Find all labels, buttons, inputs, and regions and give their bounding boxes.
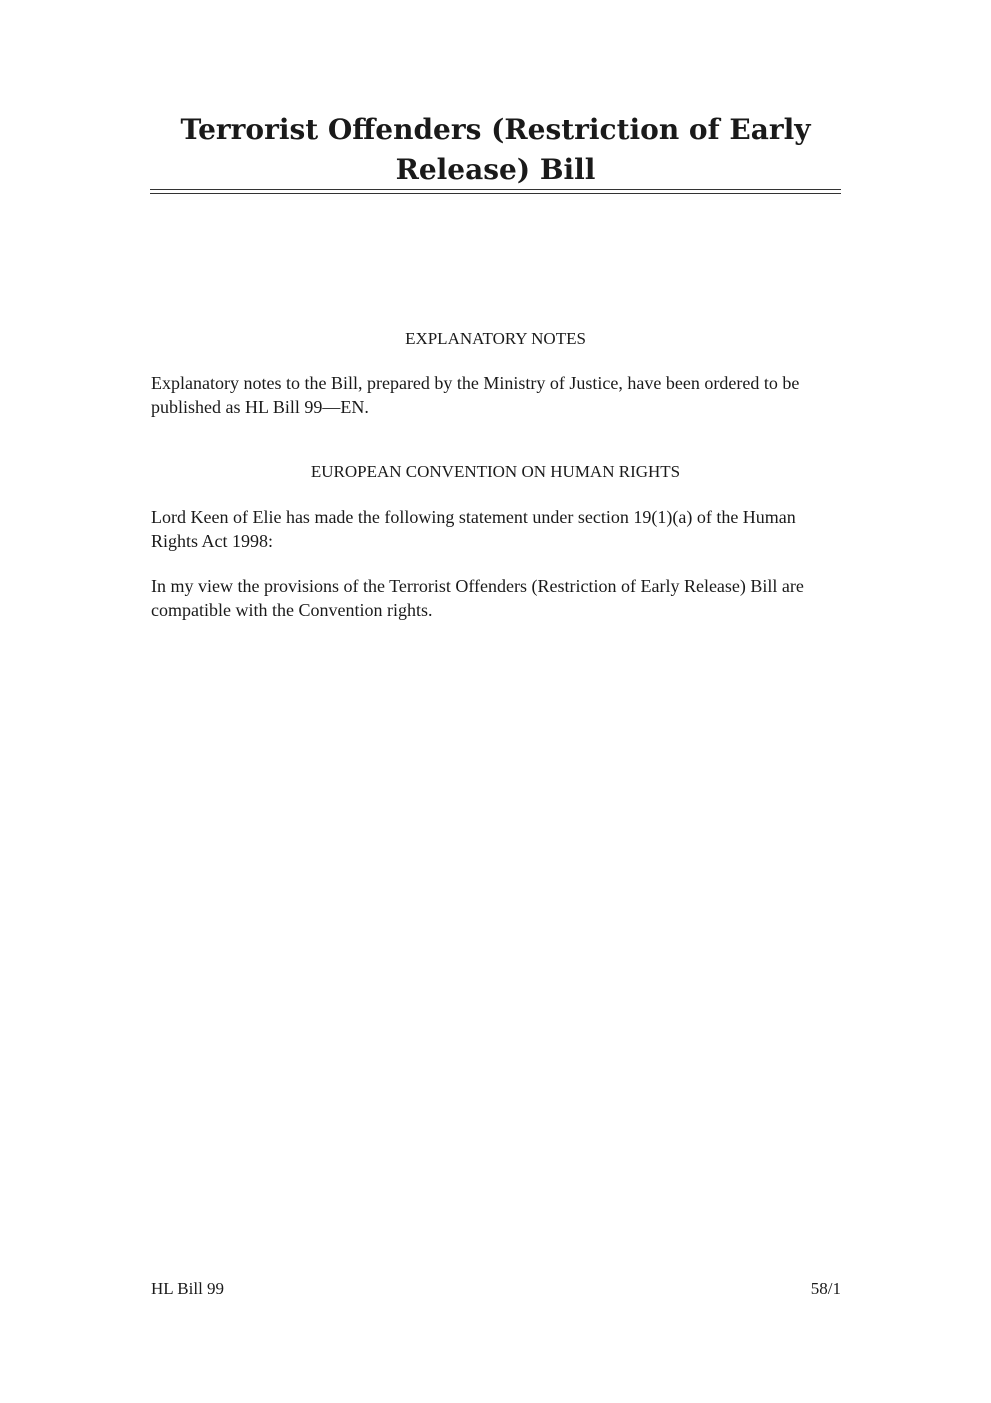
echr-statement-intro: Lord Keen of Elie has made the following statement under section 19(1)(a) of the Human Rights Act 1998: (151, 507, 796, 551)
explanatory-notes-heading: EXPLANATORY NOTES (405, 329, 586, 348)
footer-page-reference: 58/1 (810, 1279, 841, 1298)
footer-bill-number: HL Bill 99 (151, 1279, 225, 1298)
title-rule-bottom (150, 193, 841, 194)
bill-title: Terrorist Offenders (Restriction of Early Release) Bill (180, 113, 811, 186)
echr-heading: EUROPEAN CONVENTION ON HUMAN RIGHTS (310, 462, 681, 481)
title-rule-top (150, 189, 841, 190)
explanatory-notes-text: Explanatory notes to the Bill, prepared by the Ministry of Justice, have been ordered to be published as HL Bill 99—EN. (151, 373, 800, 417)
echr-statement: In my view the provisions of the Terrorist Offenders (Restriction of Early Release) Bill are compatible with the Convention rights. (151, 576, 804, 620)
